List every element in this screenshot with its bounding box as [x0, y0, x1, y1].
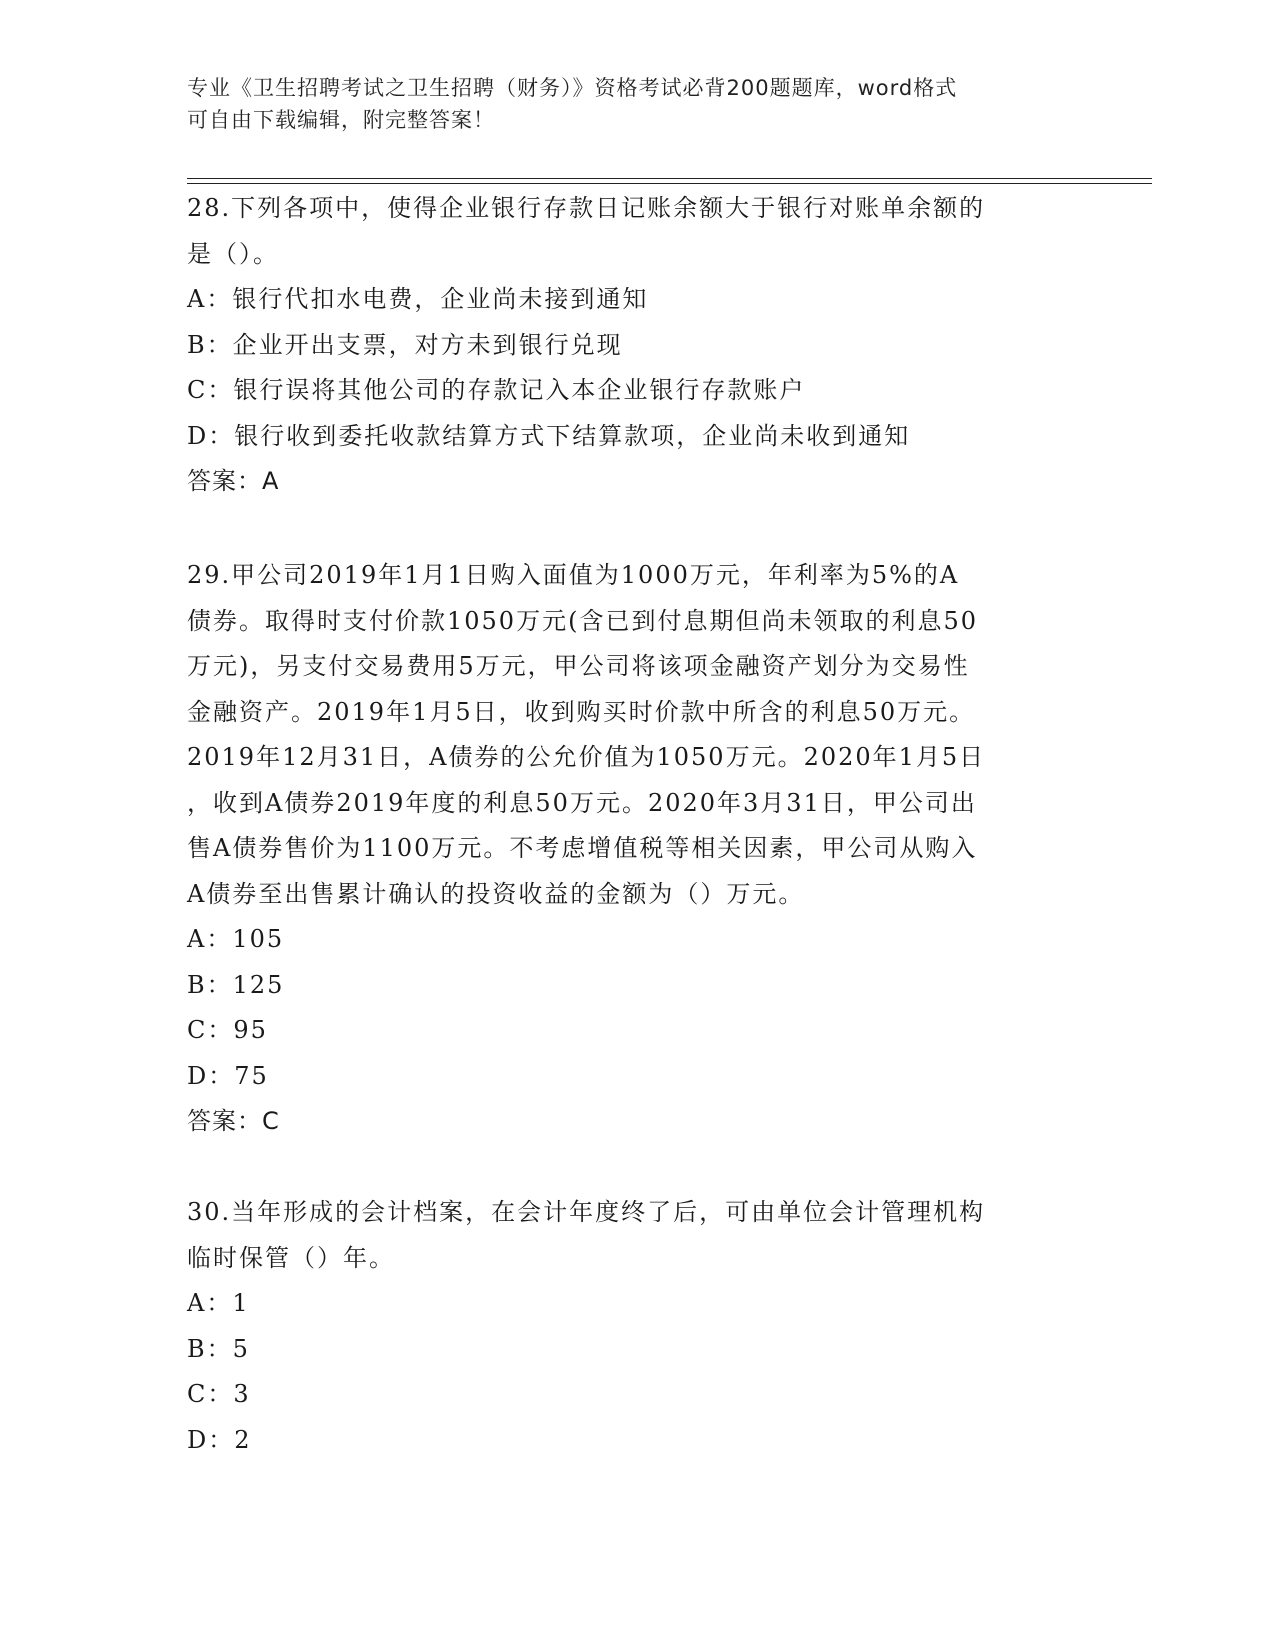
option-d: D：75	[187, 1061, 269, 1090]
question-29	[187, 553, 1087, 1145]
answer-label: 答案：A	[187, 467, 280, 495]
option-a: A：1	[187, 1289, 250, 1317]
question-stem-line: 30.当年形成的会计档案，在会计年度终了后，可由单位会计管理机构	[187, 1198, 986, 1226]
question-stem-line: 债券。取得时支付价款1050万元(含已到付息期但尚未领取的利息50	[187, 606, 978, 635]
question-stem-line: 2019年12月31日，A债券的公允价值为1050万元。2020年1月5日	[187, 743, 986, 771]
option-b: B：125	[187, 970, 285, 999]
question-stem-line: 万元)，另支付交易费用5万元，甲公司将该项金融资产划分为交易性	[187, 652, 970, 680]
header-divider-top	[187, 178, 1152, 179]
option-c: C：银行误将其他公司的存款记入本企业银行存款账户	[187, 376, 806, 404]
option-d: D：2	[187, 1425, 252, 1454]
header-divider-bottom	[187, 183, 1152, 184]
answer-label: 答案：C	[187, 1107, 280, 1135]
header-title-line-2: 可自由下载编辑，附完整答案！	[187, 108, 495, 132]
question-28	[187, 186, 1087, 505]
option-b: B：5	[187, 1334, 250, 1363]
question-stem-line: 29.甲公司2019年1月1日购入面值为1000万元，年利率为5%的A	[187, 561, 960, 589]
question-stem-line: 临时保管（）年。	[187, 1243, 395, 1272]
option-d: D：银行收到委托收款结算方式下结算款项，企业尚未收到通知	[187, 421, 911, 450]
question-30	[187, 1190, 1087, 1463]
question-stem-line: 是（）。	[187, 239, 279, 268]
option-a: A：105	[187, 925, 285, 953]
header-title-line-1: 专业《卫生招聘考试之卫生招聘（财务）》资格考试必背200题题库，word格式	[187, 76, 958, 100]
option-c: C：95	[187, 1016, 268, 1044]
option-a: A：银行代扣水电费，企业尚未接到通知	[187, 285, 649, 313]
question-stem-line: A债券至出售累计确认的投资收益的金额为（）万元。	[187, 879, 805, 908]
question-stem-line: ，收到A债券2019年度的利息50万元。2020年3月31日，甲公司出	[187, 788, 977, 817]
question-stem-line: 售A债券售价为1100万元。不考虑增值税等相关因素，甲公司从购入	[187, 834, 978, 862]
option-c: C：3	[187, 1380, 251, 1408]
document-header	[187, 72, 1067, 136]
option-b: B：企业开出支票，对方未到银行兑现	[187, 330, 623, 359]
question-stem-line: 金融资产。2019年1月5日，收到购买时价款中所含的利息50万元。	[187, 697, 976, 726]
question-stem-line: 28.下列各项中，使得企业银行存款日记账余额大于银行对账单余额的	[187, 194, 986, 222]
